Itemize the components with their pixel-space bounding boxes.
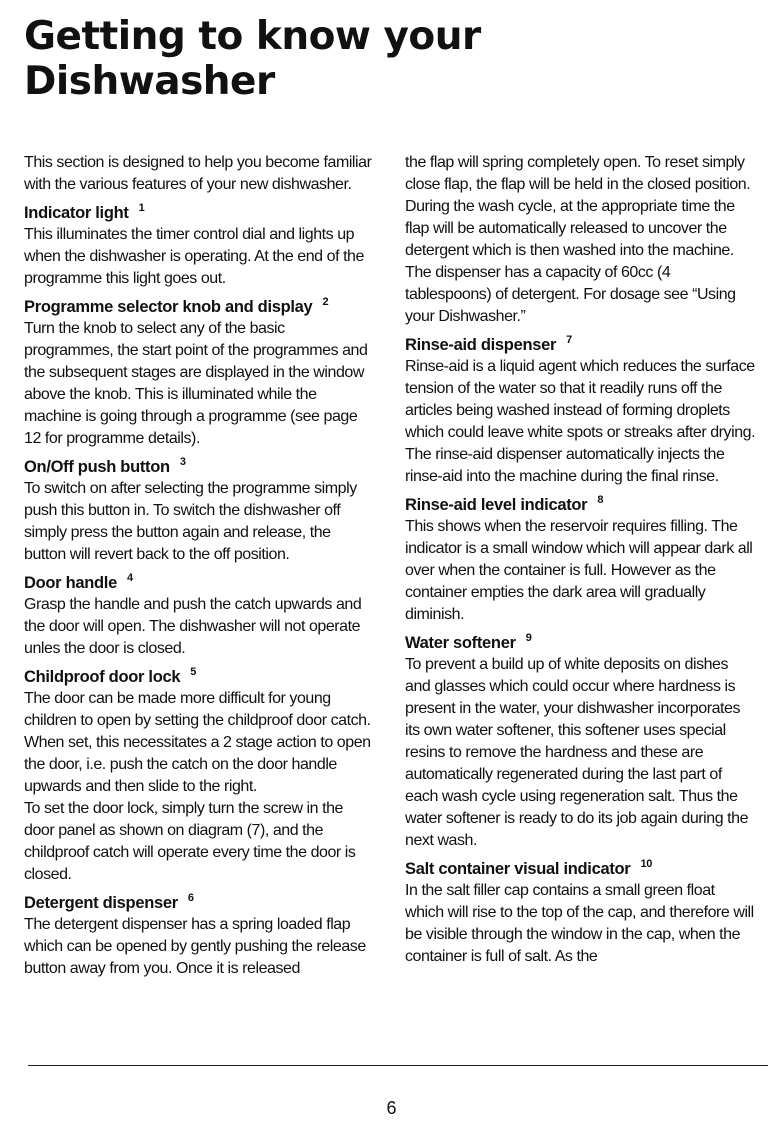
right-column: [405, 152, 757, 968]
section-text: To prevent a build up of white deposits on dishes and glasses which could occur where hardness is present in the water, your dishwasher incorporates its own water softener, this softener uses special resins to remove the hardness and these are automatically regenerated during the last part of each wash cycle using regeneration salt. Thus the water softener is ready to do its job again during the next wash.: [405, 656, 749, 849]
section-number: 4: [126, 572, 133, 584]
section-number: 1: [138, 202, 145, 214]
section-heading-water-softener: Water softener $^9$: [405, 632, 532, 652]
intro-paragraph: This section is designed to help you become familiar with the various features of your new dishwasher.: [24, 154, 372, 193]
section-heading-detergent-dispenser: Detergent dispenser $^6$: [24, 892, 194, 912]
section-text: This illuminates the timer control dial and lights up when the dishwasher is operating. At the end of the programme this light goes out.: [24, 226, 364, 287]
title-line-1: Getting to know your: [24, 14, 481, 59]
left-column: [24, 152, 376, 980]
continued-text: During the wash cycle, at the appropriate time the flap will be automatically released to uncover the detergent which is then washed into the machine.: [405, 198, 735, 259]
section-text: The door can be made more difficult for young children to open by setting the childproof door catch. When set, this necessitates a 2 stage action to open the door, i.e. push the catch on the door handle upwards and then slide to the right.: [24, 690, 371, 795]
section-text: This shows when the reservoir requires filling. The indicator is a small window which will appear dark all over when the container is full. However as the container empties the dark area will gradually diminish.: [405, 518, 753, 623]
section-number: 8: [597, 494, 604, 506]
section-text: The detergent dispenser has a spring loaded flap which can be opened by gently pushing the release button away from you. Once it is released: [24, 916, 366, 977]
section-heading-programme-selector: Programme selector knob and display $^2$: [24, 296, 329, 316]
section-text: Rinse-aid is a liquid agent which reduces the surface tension of the water so that it readily runs off the articles being washed instead of forming droplets which could leave white spots or streaks after drying. The rinse-aid dispenser automatically injects the rinse-aid into the machine during the final rinse.: [405, 358, 756, 485]
section-text: Turn the knob to select any of the basic programmes, the start point of the programmes and the subsequent stages are displayed in the window above the knob. This is illuminated while the machine is going through a programme (see page 12 for programme details).: [24, 320, 368, 447]
section-number: 2: [322, 296, 329, 308]
footer-divider: [28, 1065, 768, 1066]
section-heading-indicator-light: Indicator light $^1$: [24, 202, 145, 222]
section-heading-door-handle: Door handle $^4$: [24, 572, 133, 592]
section-number: 6: [187, 892, 194, 904]
section-heading-salt-indicator: Salt container visual indicator $^{10}$: [405, 858, 653, 878]
section-number: 10: [640, 858, 653, 870]
section-heading-childproof-lock: Childproof door lock $^5$: [24, 666, 197, 686]
section-heading-rinse-aid-level: Rinse-aid level indicator $^8$: [405, 494, 604, 514]
section-text: Grasp the handle and push the catch upwards and the door will open. The dishwasher will not operate unles the door is closed.: [24, 596, 362, 657]
section-text: To switch on after selecting the programme simply push this button in. To switch the dishwasher off simply press the button again and release, the button will revert back to the off position.: [24, 480, 357, 563]
continued-text: The dispenser has a capacity of 60cc (4 tablespoons) of detergent. For dosage see “Using your Dishwasher.”: [405, 264, 736, 325]
section-heading-rinse-aid-dispenser: Rinse-aid dispenser $^7$: [405, 334, 572, 354]
section-number: 3: [179, 456, 186, 468]
section-text: To set the door lock, simply turn the screw in the door panel as shown on diagram (7), and the childproof catch will operate every time the door is closed.: [24, 800, 356, 883]
section-number: 7: [566, 334, 572, 346]
continued-text: the flap will spring completely open. To reset simply close flap, the flap will be held in the closed position.: [405, 154, 751, 193]
title-line-2: Dishwasher: [24, 59, 275, 104]
page-title: [24, 14, 481, 104]
section-number: 5: [190, 666, 197, 678]
page-number: 6: [386, 1098, 397, 1118]
section-text: In the salt filler cap contains a small green float which will rise to the top of the cap, and therefore will be visible through the window in the cap, when the container is full of salt. As the: [405, 882, 754, 965]
section-heading-on-off-button: On/Off push button $^3$: [24, 456, 186, 476]
section-number: 9: [525, 632, 532, 644]
